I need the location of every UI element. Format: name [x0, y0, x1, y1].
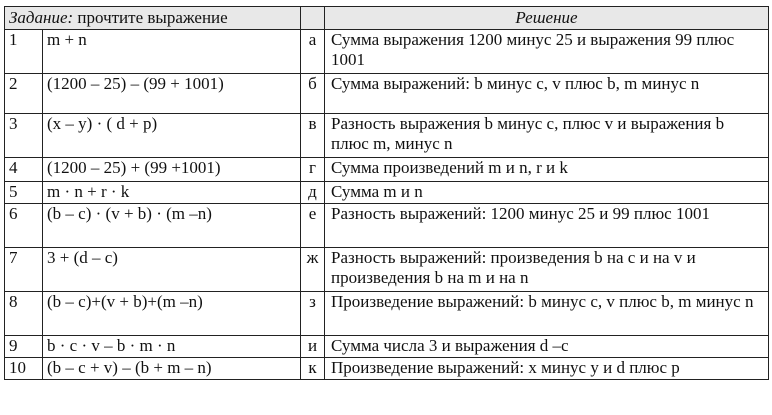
row-description: Сумма выражений: b минус c, v плюс b, m минус n	[325, 74, 769, 114]
row-letter: к	[301, 358, 325, 380]
table-row	[5, 292, 769, 336]
row-expression: (b – c)+(v + b)+(m –n)	[43, 292, 301, 336]
row-letter: е	[301, 204, 325, 248]
row-expression: (1200 – 25) – (99 + 1001)	[43, 74, 301, 114]
table-row	[5, 358, 769, 380]
row-expression: m + n	[43, 30, 301, 74]
task-table	[4, 6, 769, 380]
row-number: 9	[5, 336, 43, 358]
row-expression: (x – y) · ( d + p)	[43, 114, 301, 158]
row-number: 5	[5, 182, 43, 204]
table-row	[5, 182, 769, 204]
table-row	[5, 158, 769, 182]
row-expression: (1200 – 25) + (99 +1001)	[43, 158, 301, 182]
row-number: 1	[5, 30, 43, 74]
row-description: Сумма m и n	[325, 182, 769, 204]
row-number: 10	[5, 358, 43, 380]
row-description: Сумма произведений m и n, r и k	[325, 158, 769, 182]
row-letter: и	[301, 336, 325, 358]
row-description: Произведение выражений: b минус c, v плюс b, m минус n	[325, 292, 769, 336]
task-label: Задание:	[9, 8, 74, 27]
table-row	[5, 336, 769, 358]
row-letter: з	[301, 292, 325, 336]
row-letter: ж	[301, 248, 325, 292]
letter-header	[301, 7, 325, 30]
row-description: Сумма выражения 1200 минус 25 и выражения 99 плюс 1001	[325, 30, 769, 74]
row-number: 2	[5, 74, 43, 114]
table-row	[5, 114, 769, 158]
solution-header: Решение	[325, 7, 769, 30]
task-header	[5, 7, 301, 30]
row-number: 7	[5, 248, 43, 292]
row-letter: г	[301, 158, 325, 182]
table-row	[5, 248, 769, 292]
row-description: Разность выражений: произведения b на c и на v и произведения b на m и на n	[325, 248, 769, 292]
task-text: прочтите выражение	[73, 8, 228, 27]
row-description: Разность выражений: 1200 минус 25 и 99 плюс 1001	[325, 204, 769, 248]
row-expression: (b – c + v) – (b + m – n)	[43, 358, 301, 380]
row-description: Разность выражения b минус c, плюс v и выражения b плюс m, минус n	[325, 114, 769, 158]
row-letter: д	[301, 182, 325, 204]
row-expression: m · n + r · k	[43, 182, 301, 204]
row-number: 3	[5, 114, 43, 158]
table-row	[5, 74, 769, 114]
table-row	[5, 204, 769, 248]
header-row	[5, 7, 769, 30]
row-expression: 3 + (d – c)	[43, 248, 301, 292]
row-letter: в	[301, 114, 325, 158]
row-number: 6	[5, 204, 43, 248]
row-letter: б	[301, 74, 325, 114]
row-expression: b · c · v – b · m · n	[43, 336, 301, 358]
row-letter: а	[301, 30, 325, 74]
row-number: 4	[5, 158, 43, 182]
table-row	[5, 30, 769, 74]
row-number: 8	[5, 292, 43, 336]
row-description: Сумма числа 3 и выражения d –c	[325, 336, 769, 358]
row-expression: (b – c) · (v + b) · (m –n)	[43, 204, 301, 248]
row-description: Произведение выражений: x минус y и d плюс p	[325, 358, 769, 380]
